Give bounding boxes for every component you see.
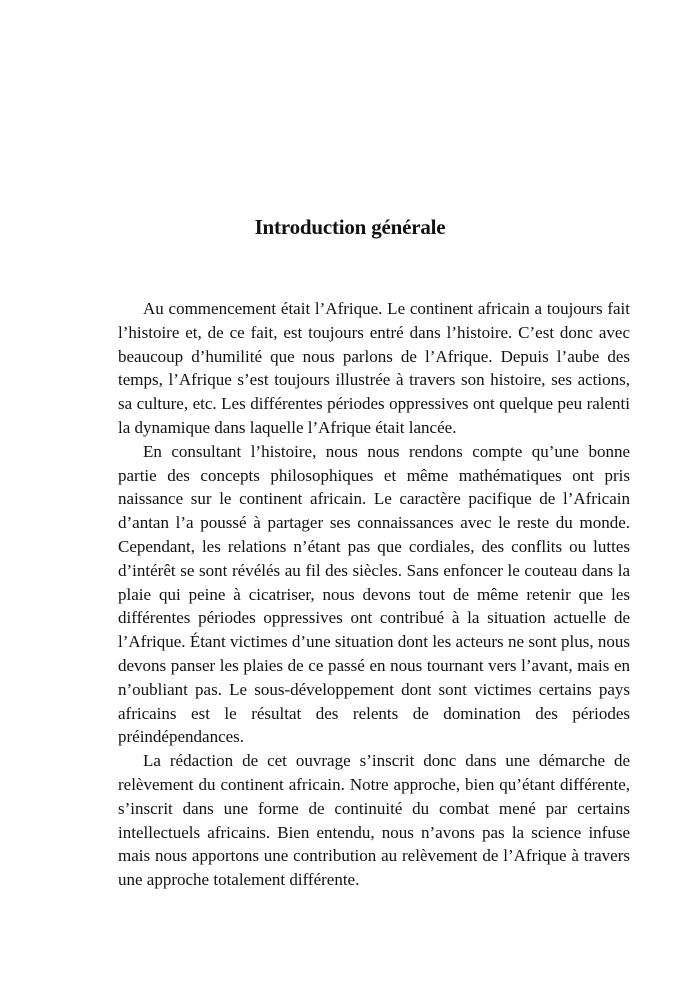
paragraph-1: Au commencement était l’Afrique. Le continent africain a toujours fait l’histoire et, de ce fait, est toujours entré dans l’histoire. C’est donc avec beaucoup d’humilité que nous parlons de l’Afrique. Depuis l’aube des temps, l’Afrique s’est toujours illustrée à travers son histoire, ses actions, sa culture, etc. Les différentes périodes oppressives ont quelque peu ralenti la dynamique dans laquelle l’Afrique était lancée. xyxy=(118,299,630,437)
paragraph-2: En consultant l’histoire, nous nous rendons compte qu’une bonne partie des concepts philosophiques et même mathématiques ont pris naissance sur le continent africain. Le caractère pacifique de l’Africain d’antan l’a poussé à partager ses connaissances avec le reste du monde. Cependant, les relations n’étant pas que cordiales, des conflits ou luttes d’intérêt se sont révélés au fil des siècles. Sans enfoncer le couteau dans la plaie qui peine à cicatriser, nous devons tout de même retenir que les différentes périodes oppressives ont contribué à la situation actuelle de l’Afrique. Étant victimes d’une situation dont les acteurs ne sont plus, nous devons panser les plaies de ce passé en nous tournant vers l’avant, mais en n’oubliant pas. Le sous-développement dont sont victimes certains pays africains est le résultat des relents de domination des périodes préindépendances. xyxy=(118,441,630,747)
body-text xyxy=(118,297,630,892)
page-title: Introduction générale xyxy=(254,215,446,240)
paragraph-3: La rédaction de cet ouvrage s’inscrit donc dans une démarche de relèvement du continent africain. Notre approche, bien qu’étant différente, s’inscrit dans une forme de continuité du combat mené par certains intellectuels africains. Bien entendu, nous n’avons pas la science infuse mais nous apportons une contribution au relèvement de l’Afrique à travers une approche totalement différente. xyxy=(118,751,630,890)
